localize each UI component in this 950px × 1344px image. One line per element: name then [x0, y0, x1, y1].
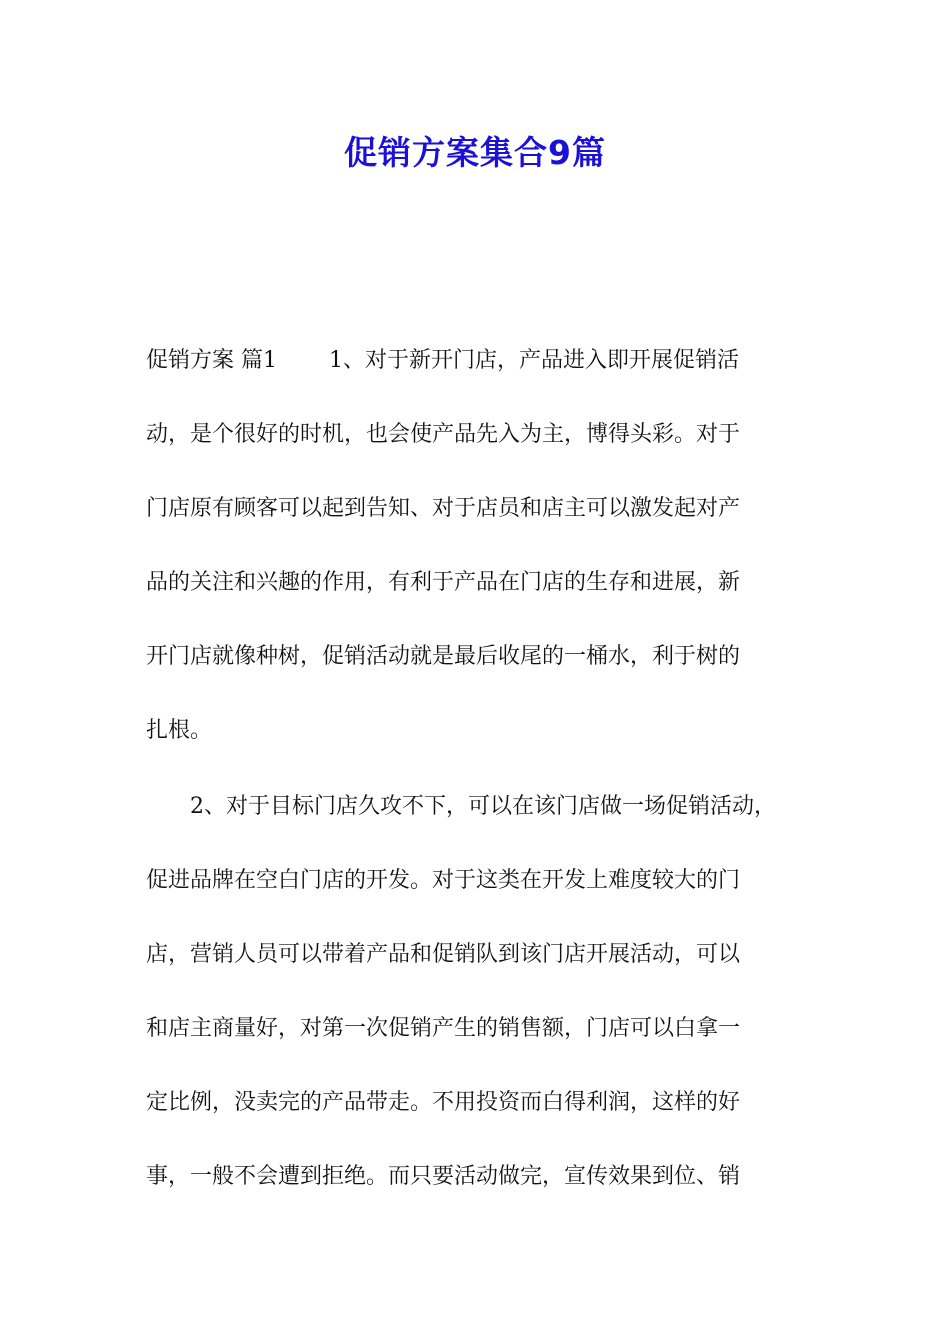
- document-title: 促销方案集合9篇: [344, 133, 606, 172]
- paragraph-1-line-1: [146, 346, 826, 376]
- paragraph-2-line-5: 定比例，没卖完的产品带走。不用投资而白得利润，这样的好: [146, 1090, 741, 1115]
- paragraph-2-line-2: 促进品牌在空白门店的开发。对于这类在开发上难度较大的门: [146, 868, 741, 893]
- paragraph-1-line-2: 动，是个很好的时机，也会使产品先入为主，博得头彩。对于: [146, 422, 741, 447]
- paragraph-2-line-6: 事，一般不会遭到拒绝。而只要活动做完，宣传效果到位、销: [146, 1164, 741, 1189]
- paragraph-1-line-6: 扎根。: [146, 718, 213, 743]
- paragraph-2-line-3: 店，营销人员可以带着产品和促销队到该门店开展活动，可以: [146, 942, 741, 967]
- paragraph-1-line-4: 品的关注和兴趣的作用，有利于产品在门店的生存和进展，新: [146, 570, 741, 595]
- paragraph-2-line-1: 2、对于目标门店久攻不下，可以在该门店做一场促销活动，: [190, 794, 776, 819]
- section-heading: 促销方案 篇1: [146, 348, 277, 373]
- paragraph-1-line-3: 门店原有顾客可以起到告知、对于店员和店主可以激发起对产: [146, 496, 741, 521]
- paragraph-2-line-4: 和店主商量好，对第一次促销产生的销售额，门店可以白拿一: [146, 1016, 741, 1041]
- line-text: 1、对于新开门店，产品进入即开展促销活: [329, 348, 739, 373]
- paragraph-1-line-5: 开门店就像种树，促销活动就是最后收尾的一桶水，利于树的: [146, 644, 741, 669]
